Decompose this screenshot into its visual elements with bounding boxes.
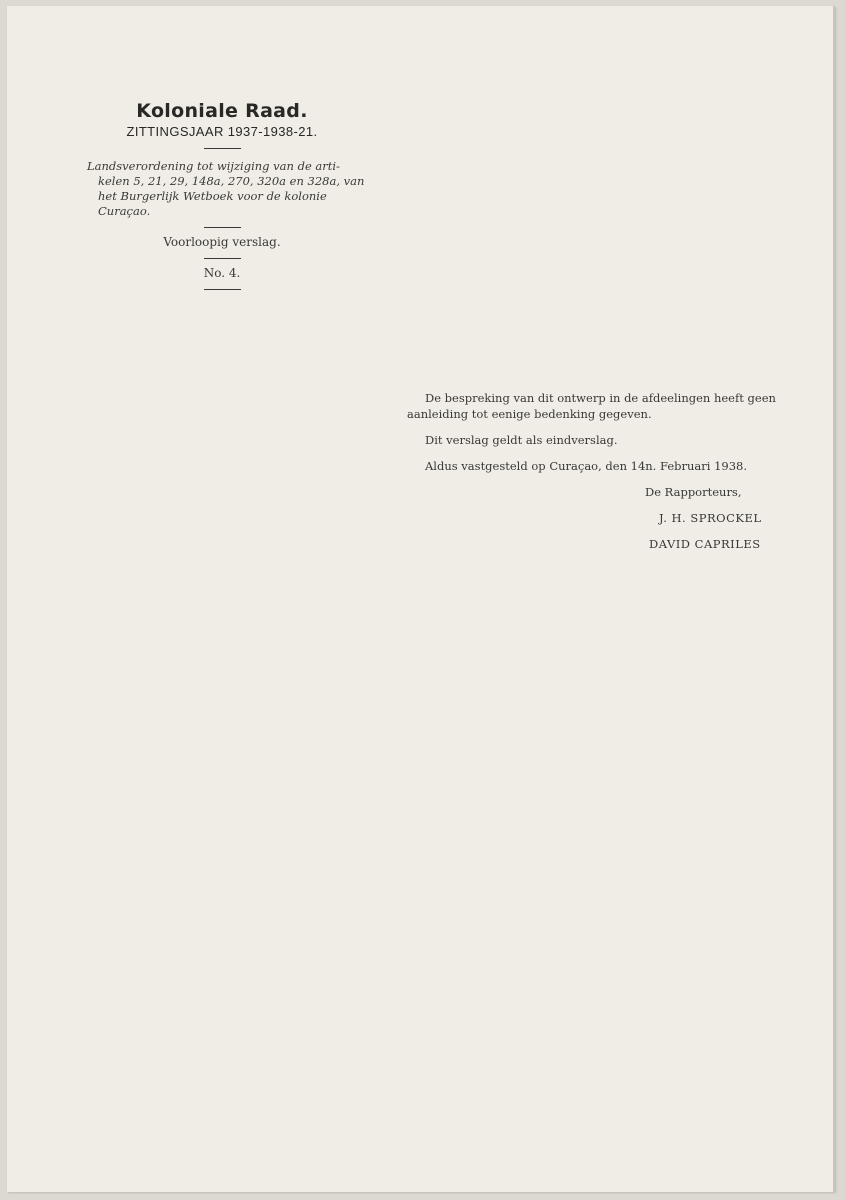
paragraph-final-report: Dit verslag geldt als eindverslag. xyxy=(425,433,618,447)
signatory-name: DAVID CAPRILES xyxy=(649,537,761,551)
document-header xyxy=(77,99,367,290)
divider-rule xyxy=(204,148,241,149)
paragraph-line: aanleiding tot eenige bedenking gegeven. xyxy=(407,407,652,421)
document-page xyxy=(7,6,835,1192)
divider-rule xyxy=(204,289,241,290)
paragraph-discussion xyxy=(407,390,792,422)
report-type: Voorloopig verslag. xyxy=(163,235,281,249)
subject-line: kelen 5, 21, 29, 148a, 270, 320a en 328a, van xyxy=(98,174,365,188)
ordinance-subject xyxy=(87,159,369,219)
subject-line: Curaçao. xyxy=(98,204,151,218)
closing-rapporteurs: De Rapporteurs, xyxy=(645,485,742,499)
signatory-name: J. H. SPROCKEL xyxy=(659,511,762,525)
paragraph-line: De bespreking van dit ontwerp in de afdeelingen heeft geen xyxy=(425,391,776,405)
subject-line: Landsverordening tot wijziging van de arti- xyxy=(87,159,340,173)
council-title: Koloniale Raad. xyxy=(136,100,308,122)
divider-rule xyxy=(204,258,241,259)
divider-rule xyxy=(204,227,241,228)
subject-line: het Burgerlijk Wetboek voor de kolonie xyxy=(98,189,327,203)
paragraph-adopted: Aldus vastgesteld op Curaçao, den 14n. Februari 1938. xyxy=(425,459,748,473)
session-year: ZITTINGSJAAR 1937-1938-21. xyxy=(126,124,318,139)
document-number: No. 4. xyxy=(203,266,241,280)
report-body xyxy=(407,390,792,552)
